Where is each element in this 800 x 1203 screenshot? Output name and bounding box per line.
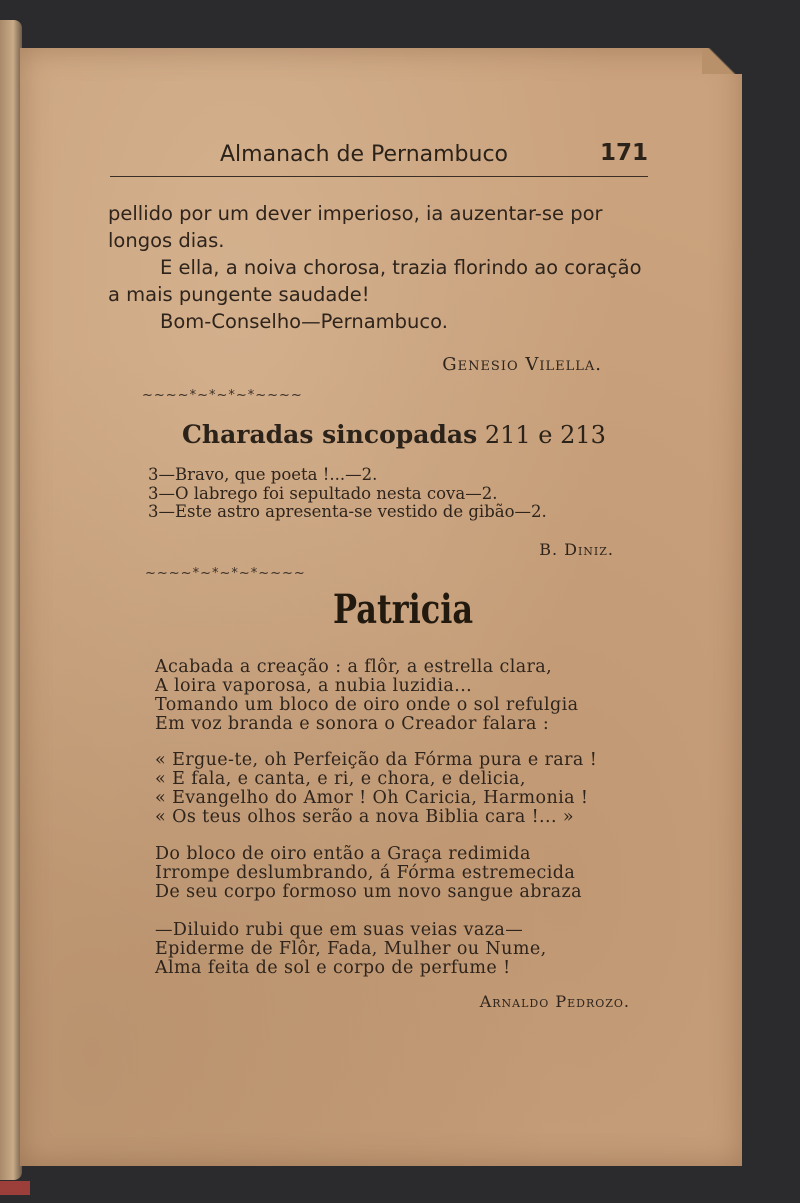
running-header: [110, 136, 648, 177]
verse-line: De seu corpo formoso um novo sangue abraza: [155, 882, 582, 902]
verse-line: Alma feita de sol e corpo de perfume !: [155, 958, 511, 978]
folded-corner: [702, 48, 742, 74]
charada-item-2: 3—O labrego foi sepultado nesta cova—2.: [148, 484, 498, 503]
verse-line: Do bloco de oiro então a Graça redimida: [155, 844, 531, 864]
charada-item-3: 3—Este astro apresenta-se vestido de gibão—2.: [148, 502, 547, 521]
verse-line: Irrompe deslumbrando, á Fórma estremecida: [155, 863, 576, 883]
prose-paragraph-1: pellido por um dever imperioso, ia auzentar-se por longos dias.: [108, 202, 603, 252]
charadas-title-numbers: 211 e 213: [484, 421, 606, 449]
charada-item-1: 3—Bravo, que poeta !...—2.: [148, 465, 378, 484]
verse-line: « Evangelho do Amor ! Oh Caricia, Harmonia !: [155, 788, 589, 808]
prose-paragraph-2: E ella, a noiva chorosa, trazia florindo ao coração a mais pungente saudade!: [108, 256, 642, 306]
verse-line: —Diluido rubi que em suas veias vaza—: [155, 920, 524, 940]
verse-line: Tomando um bloco de oiro onde o sol refulgia: [155, 695, 579, 715]
signature-pedrozo: Arnaldo Pedrozo.: [479, 992, 630, 1011]
charadas-title: [182, 420, 606, 449]
charadas-title-text: Charadas sincopadas: [182, 420, 478, 449]
header-title: Almanach de Pernambuco: [220, 142, 509, 167]
poem-title: Patricia: [333, 586, 474, 633]
ornament-divider-1: ~~~~*~*~*~*~~~~: [142, 388, 303, 403]
book-spine: [0, 20, 22, 1180]
page-number: 171: [599, 140, 648, 166]
verse-line: « Os teus olhos serão a nova Biblia cara !... »: [155, 807, 575, 827]
spine-label: [0, 1181, 30, 1195]
verse-line: « Ergue-te, oh Perfeição da Fórma pura e rara !: [155, 750, 598, 770]
verse-line: Acabada a creação : a flôr, a estrella clara,: [155, 657, 553, 677]
ornament-divider-2: ~~~~*~*~*~*~~~~: [145, 566, 306, 581]
signature-diniz: B. Diniz.: [539, 540, 614, 559]
verse-line: A loira vaporosa, a nubia luzidia...: [155, 676, 473, 696]
verse-line: « E fala, e canta, e ri, e chora, e delicia,: [155, 769, 526, 789]
book-page: [20, 48, 742, 1166]
prose-location: Bom-Conselho—Pernambuco.: [160, 310, 448, 333]
verse-line: Epiderme de Flôr, Fada, Mulher ou Nume,: [155, 939, 547, 959]
signature-vilella: Genesio Vilella.: [442, 354, 602, 375]
verse-line: Em voz branda e sonora o Creador falara :: [155, 714, 550, 734]
